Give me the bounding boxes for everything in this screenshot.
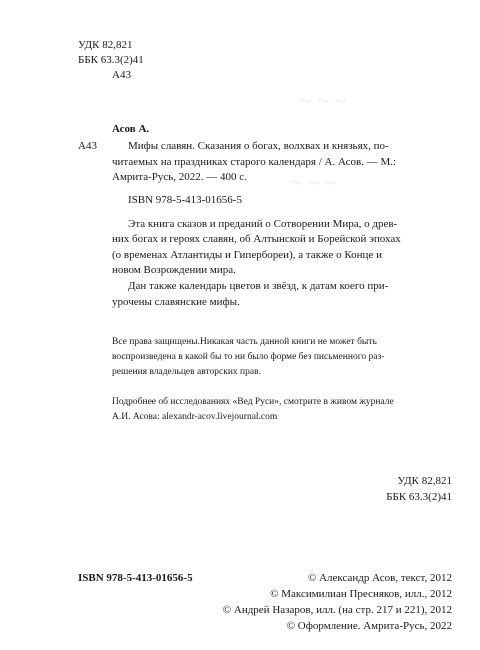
journal-line: Подробнее об исследованиях «Вед Руси», смотрите в живом журнале	[112, 397, 394, 407]
footer-bbk-code: ББК 63.3(2)41	[386, 491, 452, 503]
bottom-isbn: ISBN 978-5-413-01656-5	[78, 572, 193, 584]
udk-code: УДК 82,821	[78, 39, 133, 51]
rights-line: решения владельцев авторских прав.	[112, 367, 261, 377]
copyright-line: © Андрей Назаров, илл. (на стр. 217 и 221), 2012	[222, 604, 452, 616]
biblio-line: Мифы славян. Сказания о богах, волхвах и князьях, по-	[128, 140, 389, 152]
copyright-line: © Максимилиан Пресняков, илл., 2012	[270, 588, 452, 600]
biblio-line: читаемых на праздниках старого календаря / А. Асов. — М.:	[112, 156, 397, 168]
annotation-line: них богах и героях славян, об Алтынской и Борейской эпохах	[112, 233, 401, 245]
annotation-line: новом Возрождении мира.	[112, 264, 236, 276]
journal-line: А.И. Асова: alexandr-acov.livejournal.com	[112, 412, 278, 422]
annotation-line: (о временах Атлантиды и Гипербореи), а также о Конце и	[112, 249, 382, 261]
author-mark: А43	[112, 69, 131, 81]
biblio-mark: А43	[78, 140, 97, 152]
bleed-through-mark: ~ ~ ~	[300, 88, 347, 113]
rights-line: Все права защищены.Никакая часть данной книги не может быть	[112, 337, 377, 347]
copyright-line: © Александр Асов, текст, 2012	[308, 572, 452, 584]
copyright-line: © Оформление. Амрита-Русь, 2022	[286, 620, 452, 632]
annotation-line: урочены славянские мифы.	[112, 296, 240, 308]
rights-line: воспроизведена в какой бы то ни было форме без письменного раз-	[112, 352, 385, 362]
biblio-isbn: ISBN 978-5-413-01656-5	[128, 194, 242, 206]
annotation-line: Дан также календарь цветов и звёзд, к датам коего при-	[128, 280, 389, 292]
bbk-code: ББК 63.3(2)41	[78, 54, 144, 66]
annotation-line: Эта книга сказов и преданий о Сотворении Мира, о древ-	[128, 218, 398, 230]
biblio-author: Асов А.	[112, 123, 150, 135]
footer-udk-code: УДК 82,821	[397, 475, 452, 487]
bleed-through-mark: ~ ~ ~	[290, 170, 337, 195]
biblio-line: Амрита-Русь, 2022. — 400 с.	[112, 171, 247, 183]
